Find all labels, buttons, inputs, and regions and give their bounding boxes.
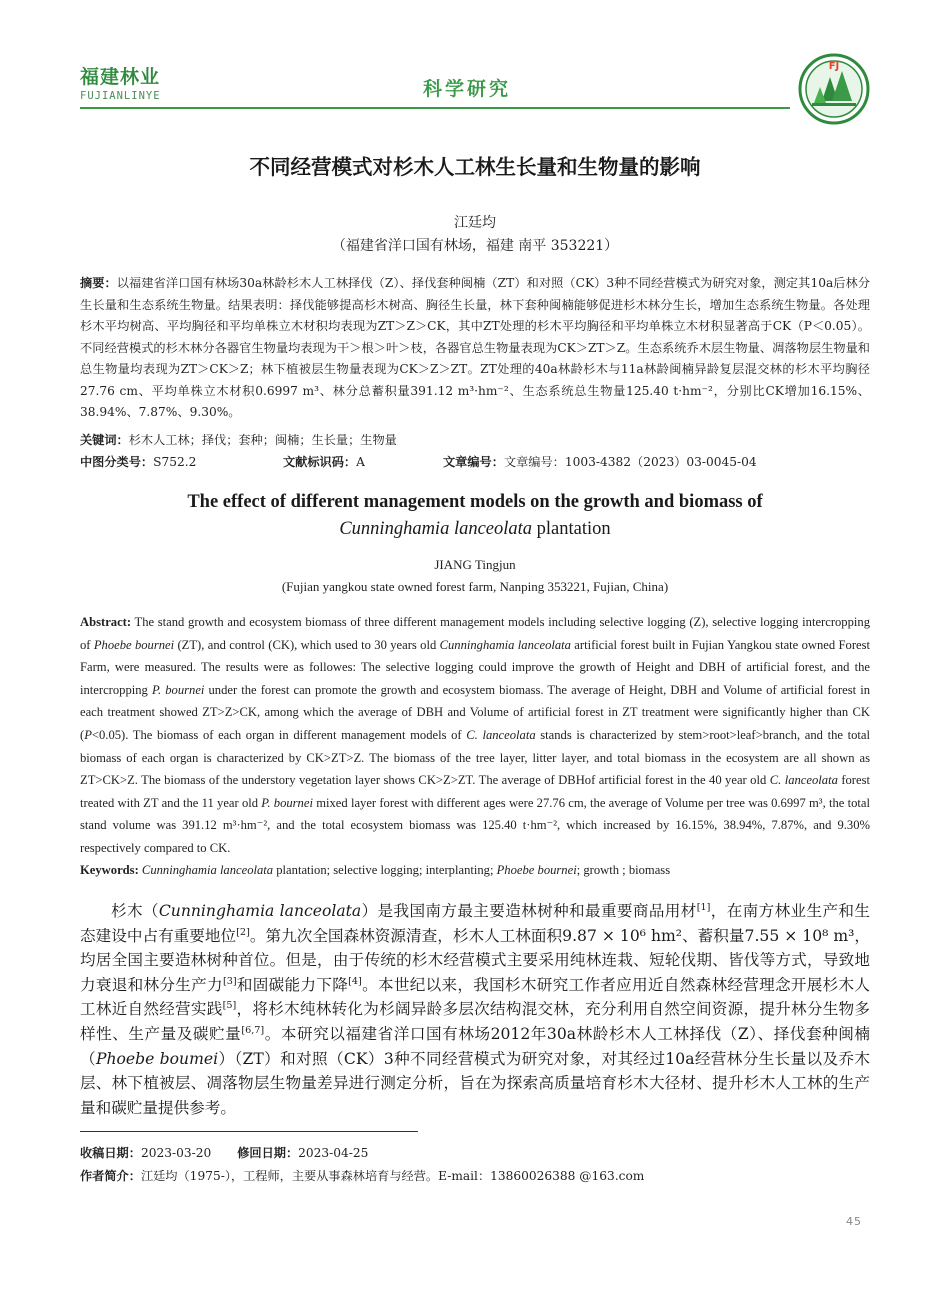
abstract-en-seg: forest treated with ZT and the 11 year old <box>80 773 870 810</box>
keywords-en-species: Cunninghamia lanceolata <box>141 863 274 877</box>
keywords-zh <box>80 430 870 452</box>
abstract-en-seg: mixed layer forest with different ages were 27.76 cm, the average of Volume per tree was 0.6997 m³, the total stand volume was 391.12 m³·hm⁻², and the total ecosystem biomass was 125.40 t·hm⁻², which increased by 16.15%, 38.94%, 7.87%, and 9.30% respectively compared to CK. <box>80 795 870 855</box>
bio-label: 作者简介： <box>80 1169 141 1183</box>
title-en-rest: plantation <box>532 519 611 539</box>
revised-label: 修回日期： <box>237 1146 299 1160</box>
revised-value: 2023-04-25 <box>298 1146 369 1160</box>
footnote-author-bio <box>80 1167 644 1184</box>
title-en <box>0 489 950 543</box>
body-species: Cunninghamia lanceolata <box>158 902 362 920</box>
keywords-zh-text: 杉木人工林；择伐；套种；闽楠；生长量；生物量 <box>128 433 397 447</box>
title-en-species: Cunninghamia lanceolata <box>339 519 533 539</box>
header-rule <box>80 107 790 109</box>
citation-ref[interactable]: [2] <box>236 926 250 938</box>
bio-value: 江廷均（1975-），工程师，主要从事森林培育与经营。E-mail：13860026388 @163.com <box>140 1169 645 1183</box>
footnote-dates <box>80 1144 368 1161</box>
title-zh: 不同经营模式对杉木人工林生长量和生物量的影响 <box>249 155 701 179</box>
abstract-en-label: Abstract: <box>80 615 132 629</box>
abstract-en <box>80 611 870 860</box>
abstract-en-seg: artificial forest built in Fujian Yangkou state owned Forest Farm, were measured. The results were as followes: The selective logging could improve the growth of Height and DBH of artificial forest, and the intercropping <box>80 637 871 697</box>
abstract-en-seg: (ZT), and control (CK), which used to 30 years old <box>174 637 440 652</box>
title-en-line2 <box>0 516 950 543</box>
keywords-en-label: Keywords: <box>80 863 139 877</box>
citation-ref[interactable]: [4] <box>348 975 362 987</box>
body-paragraph <box>80 899 870 1120</box>
citation-ref[interactable]: [3] <box>222 975 237 987</box>
footnote-rule <box>80 1131 418 1132</box>
keywords-en-seg: ; growth ; biomass <box>576 863 671 877</box>
section-label: 科学研究 <box>423 78 512 100</box>
doc-code <box>283 453 365 470</box>
abstract-en-seg: The stand growth and ecosystem biomass of three different management models including selective logging (Z), selective logging intercropping of <box>80 615 870 652</box>
logo-text: FJ <box>828 61 840 72</box>
received-value: 2023-03-20 <box>140 1146 212 1160</box>
abstract-en-species: P. bournei <box>261 795 313 810</box>
abstract-en-seg: stands is characterized by stem>root>leaf>branch, and the total biomass of each organ is characterized by CK>ZT>Z. The biomass of the tree layer, litter layer, and total biomass in the ecosystem are all shown as ZT>CK>Z. The biomass of the understory vegetation layer shows CK>Z>ZT. The average of DBHof artificial forest in the 40 year old <box>80 727 870 788</box>
abstract-en-species: Cunninghamia lanceolata <box>439 637 571 652</box>
article-label: 文章编号： <box>443 455 504 469</box>
body-seg: ，将杉木纯林转化为杉阔异龄多层次结构混交林，充分利用自然空间资源，提升林分生物多样性、生产量及碳贮量 <box>80 1000 870 1043</box>
abstract-en-seg: <0.05). The biomass of each organ in different management models of <box>91 727 467 742</box>
keywords-zh-label: 关键词： <box>80 433 129 447</box>
abstract-en-species: C. lanceolata <box>466 727 536 742</box>
abstract-zh-label: 摘要： <box>80 276 117 290</box>
body-seg: 。本研究以福建省洋口国有林场2012年30a林龄杉木人工林择伐（Z）、择伐套种闽楠（ <box>80 1024 870 1068</box>
abstract-en-seg: under the forest can promote the growth and ecosystem biomass. The average of Height, DBH and Volume of artificial forest in each treatment showed ZT>Z>CK, among which the average of DBH and Volume of artificial forest in ZT treatment were significantly higher than CK ( <box>80 682 871 742</box>
doc-value: A <box>356 455 365 469</box>
citation-ref[interactable]: [5] <box>222 1000 237 1012</box>
journal-pinyin: FUJIANLINYE <box>80 90 161 102</box>
citation-ref[interactable]: [6,7] <box>241 1024 265 1036</box>
abstract-en-species: P. bournei <box>151 682 205 697</box>
article-number <box>443 453 757 470</box>
body-seg: 。本世纪以来，我国杉木研究工作者应用近自然森林经营理念开展杉木人工林近自然经营实践 <box>80 975 870 1019</box>
affiliation-en: (Fujian yangkou state owned forest farm, Nanping 353221, Fujian, China) <box>281 579 669 594</box>
journal-name: 福建林业 <box>80 66 161 88</box>
article-value: 文章编号：1003-4382（2023）03-0045-04 <box>503 455 757 469</box>
body-seg: 杉木（ <box>111 902 159 920</box>
abstract-en-species: C. lanceolata <box>769 773 838 788</box>
body-species: Phoebe boumei <box>95 1049 219 1068</box>
citation-ref[interactable]: [1] <box>696 901 711 913</box>
clc-label: 中图分类号： <box>80 455 154 469</box>
title-en-line1: The effect of different management models on the growth and biomass of <box>187 492 763 512</box>
body-seg: 。第九次全国森林资源清查，杉木人工林面积9.87 × 10⁶ hm²、蓄积量7.55 × 10⁸ m³，均居全国主要造林树种首位。但是，由于传统的杉木经营模式主要采用纯林连栽、短轮伐期、皆伐等方式，导致地力衰退和林分生产力 <box>80 926 870 994</box>
received-label: 收稿日期： <box>80 1146 141 1160</box>
abstract-zh <box>80 273 870 424</box>
clc-value: S752.2 <box>153 455 197 469</box>
clc-number <box>80 453 196 470</box>
body-seg: 和固碳能力下降 <box>236 975 349 994</box>
author-en: JIANG Tingjun <box>434 557 516 572</box>
abstract-zh-text: 以福建省洋口国有林场30a林龄杉木人工林择伐（Z）、择伐套种闽楠（ZT）和对照（CK）3种不同经营模式为研究对象，测定其10a后林分生长量和生态系统生物量。结果表明：择伐能够提高杉木树高、胸径生长量，林下套种闽楠能够促进杉木林分生长，增加生态系统生物量。各处理杉木平均树高、平均胸径和平均单株立木材积均表现为ZT＞Z＞CK，其中ZT处理的杉木平均胸径和平均单株立木材积显著高于CK（P＜0.05）。不同经营模式的杉木林分各器官生物量均表现为干＞根＞叶＞枝，各器官总生物量表现为CK＞ZT＞Z。生态系统乔木层生物量、凋落物层生物量和总生物量均表现为ZT＞CK＞Z；林下植被层生物量表现为CK＞Z＞ZT。ZT处理的40a林龄杉木与11a林龄闽楠异龄复层混交林的杉木平均胸径27.76 cm、平均单株立木材积0.6997 m³、林分总蓄积量391.12 m³·hm⁻²、生态系统总生物量125.40 t·hm⁻²，分别比CK增加16.15%、38.94%、7.87%、9.30%。 <box>80 276 871 419</box>
journal-logo-icon <box>798 53 870 125</box>
page-number: 45 <box>846 1215 862 1228</box>
body-seg: ）（ZT）和对照（CK）3种不同经营模式为研究对象，对其经过10a经营林分生长量以及乔木层、林下植被层、凋落物层生物量差异进行测定分析，旨在为探索高质量培育杉木大径材、提升杉木人工林的生产量和碳贮量提供参考。 <box>80 1049 870 1117</box>
body-seg: ）是我国南方最主要造林树种和最重要商品用材 <box>361 902 697 920</box>
keywords-en-species: Phoebe bournei <box>496 863 577 877</box>
abstract-en-species: Phoebe bournei <box>93 637 175 652</box>
keywords-en-seg: plantation; selective logging; interplanting; <box>273 863 497 877</box>
abstract-en-pvalue: P <box>84 727 92 742</box>
body-seg: ，在南方林业生产和生态建设中占有重要地位 <box>80 902 870 945</box>
author-zh: 江廷均 <box>454 215 496 231</box>
affiliation-zh: （福建省洋口国有林场，福建 南平 353221） <box>331 238 619 254</box>
doc-label: 文献标识码： <box>283 455 357 469</box>
keywords-en <box>80 859 870 881</box>
